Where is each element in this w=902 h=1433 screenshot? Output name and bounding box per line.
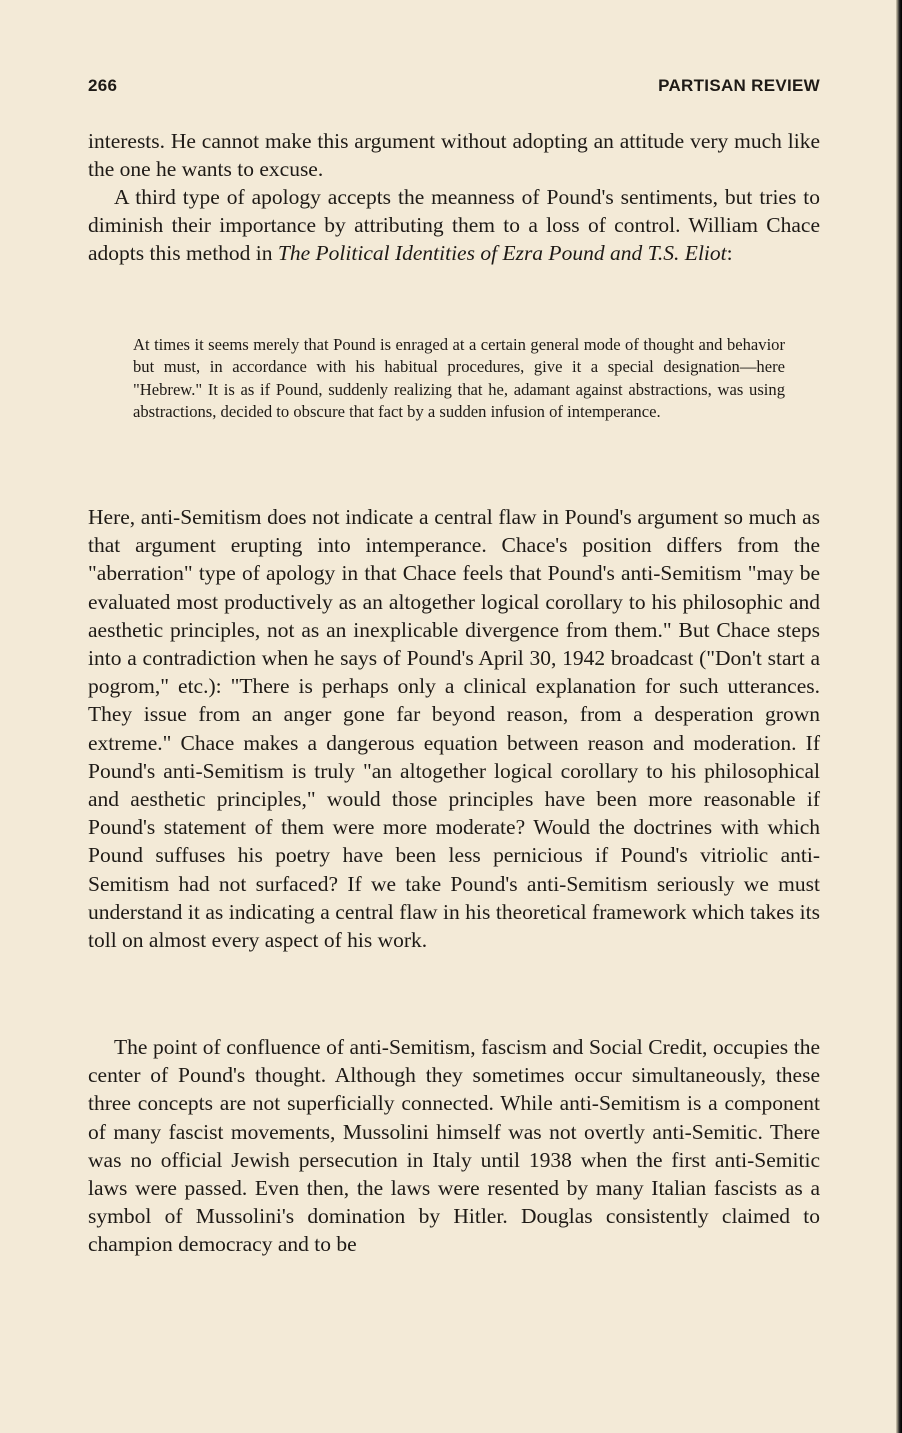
running-head: PARTISAN REVIEW xyxy=(658,76,820,95)
paragraph-1-text: interests. He cannot make this argument without adopting an attitude very much like the one he wants to excuse. xyxy=(88,129,820,182)
paragraph-2-end: : xyxy=(726,241,733,266)
block-quote-text: At times it seems merely that Pound is enraged at a certain general mode of thought and behavior but must, in accordance with his habitual procedures, give it a special designation—here "Hebrew." It is as if Pound, suddenly realizing that he, adamant against abstractions, was using abstractions, decided to obscure that fact by a sudden infusion of intemperance. xyxy=(133,335,785,422)
paragraph-1 xyxy=(88,127,820,183)
page-header xyxy=(88,76,820,100)
paragraph-4 xyxy=(88,1033,820,1259)
paragraph-3-text: Here, anti-Semitism does not indicate a central flaw in Pound's argument so much as that argument erupting into intemperance. Chace's position differs from the "aberration" type of apology in that Chace feels that Pound's anti-Semitism "may be evaluated most productively as an altogether logical corollary to his philosophic and aesthetic principles, not as an inexplicable divergence from them." But Chace steps into a contradiction when he says of Pound's April 30, 1942 broadcast ("Don't start a pogrom," etc.): "There is perhaps only a clinical explanation for such utterances. They issue from an anger gone far beyond reason, from a desperation grown extreme." Chace makes a dangerous equation between reason and moderation. If Pound's anti-Semitism is truly "an altogether logical corollary to his philosophical and aesthetic principles," would those principles have been more reasonable if Pound's statement of them were more moderate? Would the doctrines with which Pound suffuses his poetry have been less pernicious if Pound's vitriolic anti-Semitism had not surfaced? If we take Pound's anti-Semitism seriously we must understand it as indicating a central flaw in his theoretical framework which takes its toll on almost every aspect of his work. xyxy=(88,505,820,953)
page-number: 266 xyxy=(88,76,118,95)
page-edge xyxy=(896,0,902,1433)
paragraph-3 xyxy=(88,503,820,954)
paragraph-2-text: A third type of apology accepts the meanness of Pound's sentiments, but tries to diminish their importance by attributing them to a loss of control. William Chace adopts this method in xyxy=(88,185,820,266)
paragraph-4-text: The point of confluence of anti-Semitism, fascism and Social Credit, occupies the center of Pound's thought. Although they sometimes occur simultaneously, these three concepts are not superficially connected. While anti-Semitism is a component of many fascist movements, Mussolini himself was not overtly anti-Semitic. There was no official Jewish persecution in Italy until 1938 when the first anti-Semitic laws were passed. Even then, the laws were resented by many Italian fascists as a symbol of Mussolini's domination by Hitler. Douglas consistently claimed to champion democracy and to be xyxy=(88,1035,820,1257)
paragraph-2 xyxy=(88,183,820,268)
book-title: The Political Identities of Ezra Pound and T.S. Eliot xyxy=(277,241,727,266)
block-quote xyxy=(133,334,785,424)
